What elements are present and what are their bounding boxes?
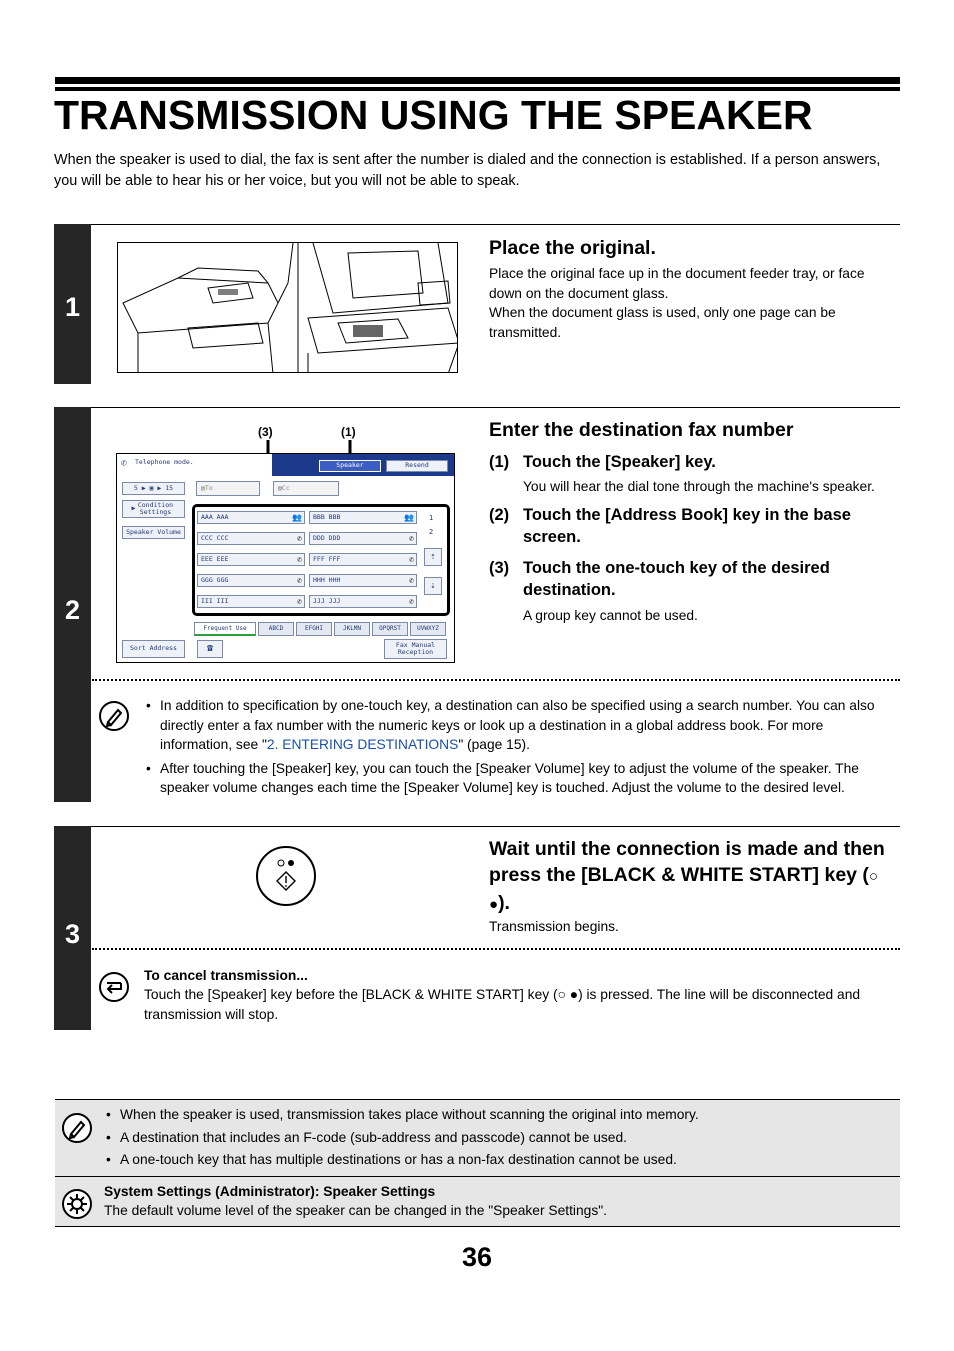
group-icon: 👥	[292, 513, 302, 522]
callout-1: (1)	[341, 425, 356, 439]
tab-efghi[interactable]: EFGHI	[296, 622, 332, 636]
note-item	[106, 1128, 896, 1148]
key-label: JJJ JJJ	[313, 597, 341, 605]
note-text: After touching the [Speaker] key, you can touch the [Speaker Volume] key to adjust the volume of the speaker. The speaker volume changes each time the [Speaker Volume] key is touched. Adjust the volume to the desired level.	[160, 760, 859, 795]
tab-uvwxyz[interactable]: UVWXYZ	[410, 622, 446, 636]
substep-1	[489, 451, 889, 473]
counter-b: 15	[165, 483, 174, 492]
one-touch-key[interactable]	[197, 532, 305, 545]
note-item	[146, 696, 894, 755]
step-3-rule	[91, 826, 900, 827]
note-item	[106, 1150, 896, 1170]
substep-2-text: Touch the [Address Book] key in the base screen.	[523, 506, 851, 546]
note-text: " (page 15).	[458, 737, 530, 752]
cancel-body	[144, 985, 896, 1024]
condition-settings-button[interactable]: ▶ Condition Settings	[122, 500, 185, 518]
substep-1-text: Touch the [Speaker] key.	[523, 453, 716, 471]
key-label: III III	[201, 597, 229, 605]
page-indicator-2: 2	[429, 528, 434, 536]
note-text: In addition to specification by one-touch key, a destination can also be specified using a search number. You can also directly enter a fax number with the numeric keys or look up a destination in a global address book. For more information, see "	[160, 698, 875, 752]
title-rule-thin	[55, 87, 900, 91]
address-book-button[interactable]	[197, 640, 223, 658]
arrow-down-icon: ⇣	[430, 580, 436, 591]
step-1-number-bar	[54, 224, 91, 384]
copier-drawing-icon	[118, 243, 458, 373]
one-touch-key[interactable]	[197, 595, 305, 608]
note-item	[106, 1105, 896, 1125]
substep-3-number: (3)	[489, 559, 510, 577]
phone-icon: ✆	[297, 555, 302, 564]
counter-a: 5	[133, 483, 138, 492]
step-2-dotted-divider	[92, 679, 900, 681]
cancel-text-end: ) is pressed. The line will be disconnected and transmission will stop.	[144, 987, 861, 1022]
group-icon: 👥	[404, 513, 414, 522]
substep-2-number: (2)	[489, 506, 510, 524]
note-text: A one-touch key that has multiple destinations or has a non-fax destination cannot be used.	[120, 1152, 677, 1167]
step-3-heading	[489, 836, 894, 918]
note-text: When the speaker is used, transmission takes place without scanning the original into memory.	[120, 1107, 699, 1122]
to-field[interactable]: ▤ To	[196, 481, 260, 496]
phone-icon: ✆	[297, 534, 302, 543]
key-label: EEE EEE	[201, 555, 229, 563]
step-1-heading: Place the original.	[489, 237, 656, 259]
substep-3-body: A group key cannot be used.	[523, 608, 698, 623]
note-text: A destination that includes an F-code (sub-address and passcode) cannot be used.	[120, 1129, 627, 1145]
copier-illustration	[117, 242, 458, 373]
scroll-up-button[interactable]	[424, 548, 442, 566]
cancel-arrow-icon	[99, 972, 129, 1002]
substep-3-text: Touch the one-touch key of the desired destination.	[523, 559, 830, 599]
step-3-heading-text: Wait until the connection is made and then press the [BLACK & WHITE START] key (	[489, 838, 885, 886]
footer-notes-list	[106, 1105, 896, 1173]
one-touch-key[interactable]	[309, 532, 417, 545]
counter-display: 5 ▶ ▣ ▶ 15	[122, 482, 185, 495]
step-1-body: Place the original face up in the document feeder tray, or face down on the document glass. When the document glass is used, only one page can be transmitted.	[489, 266, 865, 340]
gear-settings-icon	[62, 1189, 92, 1219]
to-label: To	[204, 483, 213, 492]
one-touch-key[interactable]	[197, 553, 305, 566]
step-3-dotted-divider	[92, 948, 900, 950]
step-2-heading: Enter the destination fax number	[489, 419, 794, 441]
phone-icon: ✆	[297, 597, 302, 606]
page-title: TRANSMISSION USING THE SPEAKER	[54, 92, 813, 138]
phone-icon: ✆	[409, 555, 414, 564]
step-2-number: 2	[64, 595, 81, 625]
speaker-button[interactable]: Speaker	[319, 460, 381, 472]
fax-manual-reception-button[interactable]: Fax Manual Reception	[384, 639, 447, 659]
pencil-note-icon	[99, 701, 129, 731]
phone-icon: ✆	[121, 458, 128, 469]
screen-mode-text: Telephone mode.	[135, 458, 194, 466]
counter-icon: ▣	[149, 483, 154, 492]
system-settings-title: System Settings (Administrator): Speaker Settings	[104, 1184, 436, 1199]
cc-field[interactable]: ▤ Cc	[273, 481, 339, 496]
step-2-notes	[146, 696, 894, 802]
one-touch-key[interactable]	[309, 595, 417, 608]
bw-start-symbol-icon: ○ ●	[489, 868, 878, 913]
step-2-rule	[91, 407, 900, 408]
step-3-number: 3	[64, 919, 81, 949]
key-label: CCC CCC	[201, 534, 229, 542]
arrow-up-icon: ⇡	[430, 551, 436, 562]
callout-3: (3)	[258, 425, 273, 439]
one-touch-key[interactable]	[197, 574, 305, 587]
pencil-note-icon	[62, 1113, 92, 1143]
tab-abcd[interactable]: ABCD	[258, 622, 294, 636]
one-touch-key[interactable]	[309, 553, 417, 566]
key-label: GGG GGG	[201, 576, 229, 584]
title-rule-thick	[55, 77, 900, 84]
one-touch-key[interactable]	[197, 511, 305, 524]
step-3-number-bar	[54, 826, 91, 1030]
phone-icon: ✆	[409, 534, 414, 543]
page-indicator-1: 1	[429, 514, 434, 522]
page-number: 36	[461, 1242, 493, 1272]
bw-start-symbol-icon: ○ ●	[557, 987, 579, 1002]
phone-icon: ✆	[297, 576, 302, 585]
substep-3	[489, 557, 889, 601]
intro-paragraph: When the speaker is used to dial, the fax is sent after the number is dialed and the connection is established. If a person answers, you will be able to hear his or her voice, but you will not be able to speak.	[54, 152, 881, 189]
condition-settings-label: Condition Settings	[137, 500, 174, 516]
footer-divider	[55, 1176, 900, 1177]
entering-destinations-link[interactable]: 2. ENTERING DESTINATIONS	[266, 737, 459, 752]
phone-icon: ✆	[409, 597, 414, 606]
sort-address-button[interactable]: Sort Address	[122, 640, 185, 658]
step-1-number: 1	[64, 292, 81, 322]
one-touch-key[interactable]	[309, 574, 417, 587]
step-2-number-bar	[54, 407, 91, 802]
key-label: FFF FFF	[313, 555, 341, 563]
address-book-icon: ☎	[206, 643, 214, 655]
phone-icon: ✆	[409, 576, 414, 585]
cancel-title: To cancel transmission...	[144, 968, 308, 983]
one-touch-key[interactable]	[309, 511, 417, 524]
system-settings-body: The default volume level of the speaker can be changed in the "Speaker Settings".	[104, 1203, 607, 1218]
substep-1-number: (1)	[489, 453, 510, 471]
scroll-down-button[interactable]	[424, 577, 442, 595]
key-label: DDD DDD	[313, 534, 341, 542]
bw-start-key-icon	[258, 848, 314, 904]
start-key-illustration	[256, 846, 316, 906]
note-item	[146, 759, 894, 798]
cc-label: Cc	[281, 483, 290, 492]
step-1-rule	[91, 224, 900, 225]
resend-button[interactable]: Resend	[386, 460, 448, 472]
substep-2	[489, 504, 889, 548]
substep-1-body: You will hear the dial tone through the machine's speaker.	[523, 479, 875, 494]
cancel-text: Touch the [Speaker] key before the [BLACK & WHITE START] key (	[144, 987, 558, 1002]
tab-frequent-use[interactable]: Frequent Use	[194, 622, 256, 636]
step-3-body: Transmission begins.	[489, 919, 619, 934]
speaker-volume-button[interactable]: Speaker Volume	[122, 526, 185, 539]
key-label: BBB BBB	[313, 513, 341, 521]
tab-jklmn[interactable]: JKLMN	[334, 622, 370, 636]
tab-opqrst[interactable]: OPQRST	[372, 622, 408, 636]
key-label: AAA AAA	[201, 513, 229, 521]
step-3-heading-end: ).	[498, 892, 510, 914]
key-label: HHH HHH	[313, 576, 341, 584]
